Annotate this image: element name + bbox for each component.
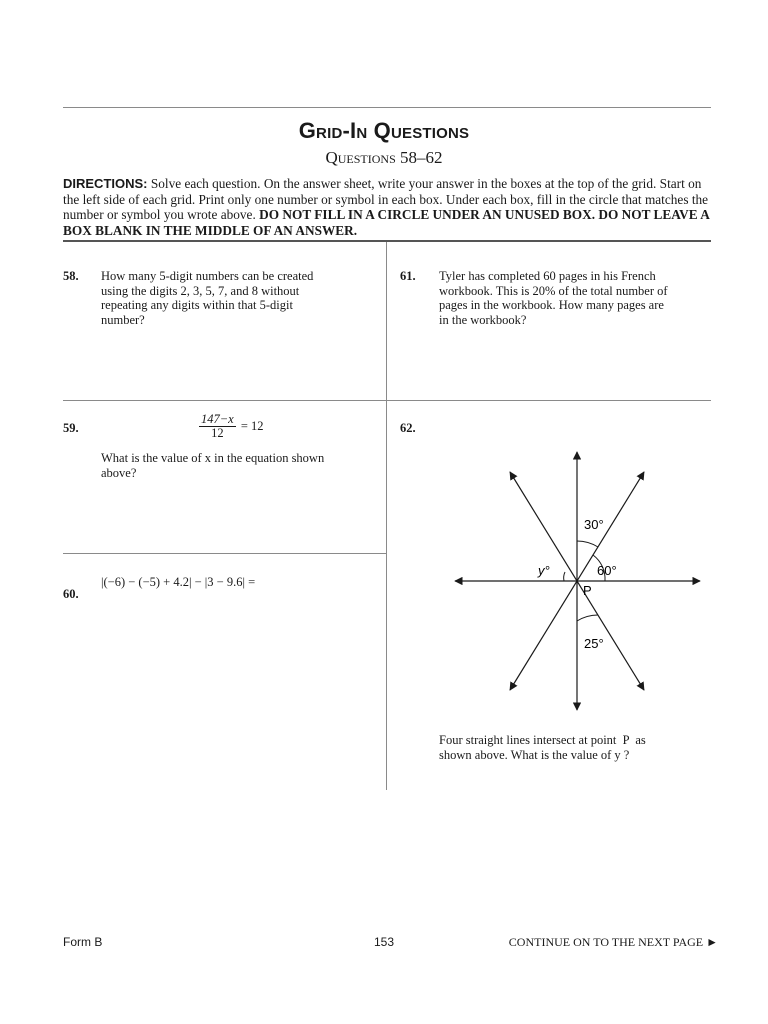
question-62-line: shown above. What is the value of y ?: [439, 747, 630, 762]
question-60-number: 60.: [63, 587, 79, 601]
question-61-line: workbook. This is 20% of the total number of: [439, 283, 668, 298]
question-58-number: 58.: [63, 269, 79, 283]
question-58-line: number?: [101, 312, 145, 327]
question-61-line: Tyler has completed 60 pages in his French: [439, 269, 656, 283]
arc-25: [577, 615, 598, 621]
question-59-line: above?: [101, 465, 137, 480]
angle-label-30: 30°: [584, 517, 604, 532]
grid-top-rule: [63, 240, 711, 242]
question-58-text: [101, 269, 381, 327]
point-label-p: P: [583, 583, 592, 598]
page-subtitle: Questions 58–62: [325, 148, 443, 167]
page-title: Grid-In Questions: [298, 118, 470, 143]
question-58-line: using the digits 2, 3, 5, 7, and 8 without: [101, 283, 300, 298]
question-61-number: 61.: [400, 269, 416, 283]
question-60-expression: |(−6) − (−5) + 4.2| − |3 − 9.6| =: [101, 575, 256, 589]
fraction-numerator: 147−x: [201, 412, 234, 426]
angle-label-y: y°: [538, 563, 550, 578]
question-62-text: [439, 733, 719, 762]
question-59-number: 59.: [63, 421, 79, 435]
footer-page-number: 153: [374, 935, 395, 949]
question-58-line: repeating any digits within that 5-digit: [101, 298, 293, 312]
footer-form: Form B: [63, 935, 103, 949]
arc-y: [564, 572, 565, 581]
question-62-diagram: [440, 440, 710, 720]
question-59-line: What is the value of x in the equation shown: [101, 451, 325, 465]
directions-bold-text: DO NOT FILL IN A CIRCLE UNDER AN UNUSED BOX. DO NOT LEAVE A BOX BLANK IN THE MIDDLE OF AN ANSWER.: [63, 207, 710, 238]
question-58-line: How many 5-digit numbers can be created: [101, 269, 314, 283]
left-row-rule: [63, 553, 386, 554]
question-62-number: 62.: [400, 421, 416, 435]
equation-rhs: = 12: [240, 419, 264, 433]
footer-continue: CONTINUE ON TO THE NEXT PAGE ►: [508, 935, 718, 949]
fraction-denominator: 12: [211, 426, 224, 440]
grid-row-rule: [63, 400, 711, 401]
question-61-text: [439, 269, 719, 327]
question-61-line: in the workbook?: [439, 312, 527, 327]
question-62-line: Four straight lines intersect at point P as: [439, 733, 646, 747]
question-59-fraction: [199, 413, 236, 440]
grid-vertical-rule: [386, 242, 387, 790]
directions-text: Solve each question. On the answer sheet, write your answer in the boxes at the top of the grid. Start on the left side of each grid. Print only one number or symbol in each box. Under each box, fill in the circle that matches the number or symbol you wrote above.: [63, 176, 709, 222]
question-59-text: [101, 451, 381, 480]
top-rule: [63, 107, 711, 108]
question-59-equation: [199, 413, 264, 440]
directions-block: [63, 176, 713, 238]
arc-30: [577, 541, 598, 547]
directions-label: DIRECTIONS:: [63, 176, 148, 191]
angle-label-60: 60°: [597, 563, 617, 578]
angle-label-25: 25°: [584, 636, 604, 651]
question-61-line: pages in the workbook. How many pages are: [439, 298, 664, 312]
